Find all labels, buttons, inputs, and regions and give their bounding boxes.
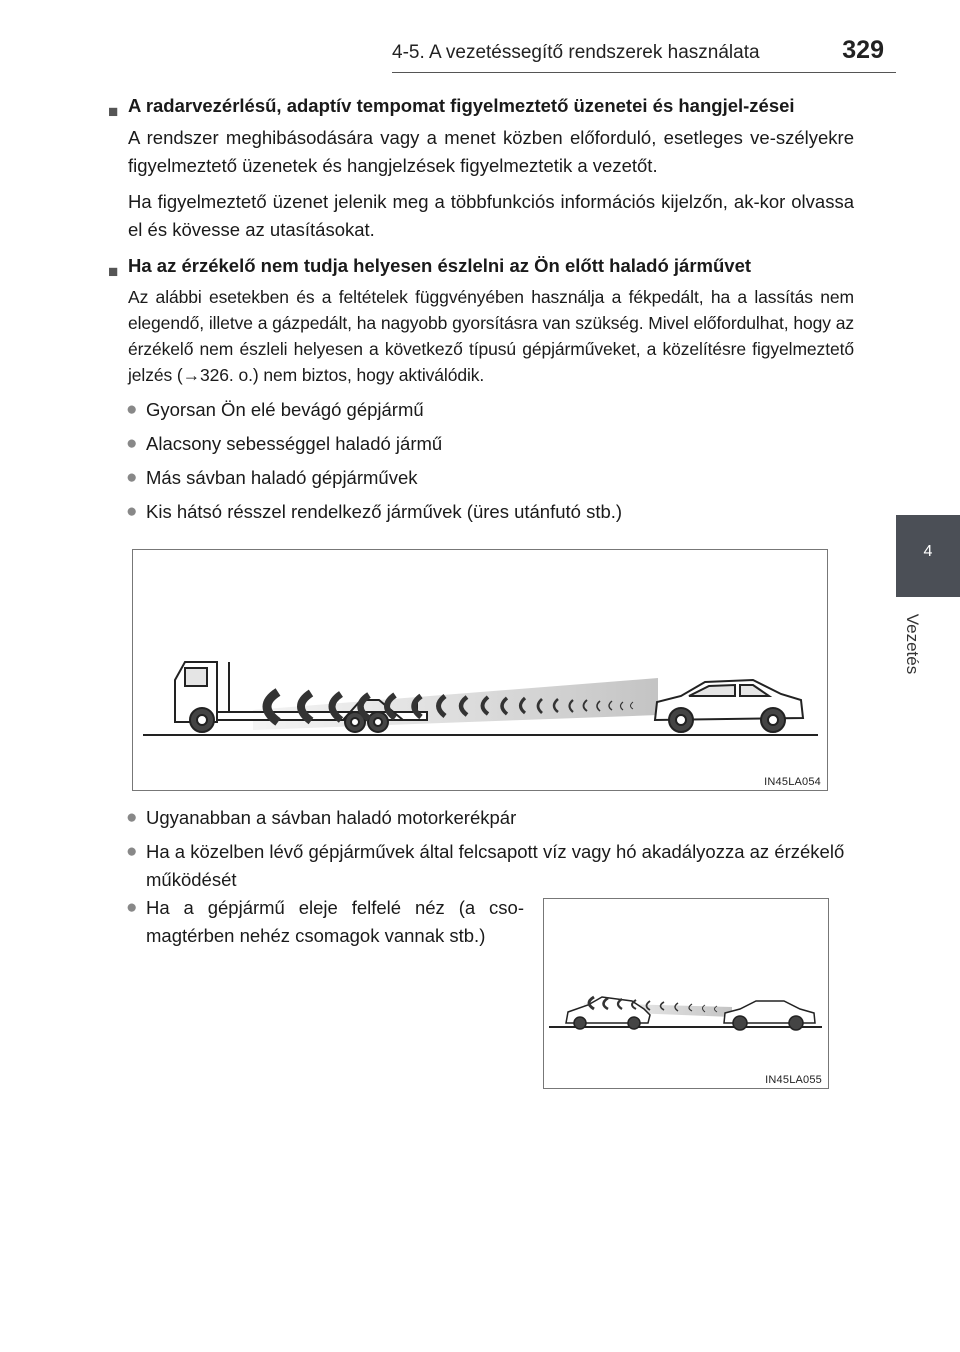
- list-item: ● Más sávban haladó gépjárművek: [106, 464, 854, 492]
- content-continued: [106, 804, 854, 900]
- chapter-label: Vezetés: [903, 613, 922, 675]
- chapter-number: 4: [923, 543, 933, 560]
- circle-bullet-icon: ●: [126, 501, 138, 522]
- figure-code: IN45LA054: [764, 776, 821, 788]
- square-bullet-icon: ■: [108, 102, 119, 121]
- square-bullet-icon: ■: [108, 262, 119, 281]
- truck-trailer-illustration: [133, 550, 827, 790]
- list-item: ● Ha a gépjármű eleje felfelé néz (a cso-magtérben nehéz csomagok vannak stb.): [106, 894, 524, 950]
- circle-bullet-icon: ●: [126, 467, 138, 488]
- section-heading-detection: ■ Ha az érzékelő nem tudja helyesen észlelni az Ön előtt haladó járművet: [106, 252, 854, 280]
- chapter-label-box: [897, 600, 927, 690]
- page-number: 329: [842, 36, 884, 64]
- circle-bullet-icon: ●: [126, 807, 138, 828]
- main-content: [106, 92, 854, 532]
- car-icon: [566, 997, 650, 1029]
- figure-nose-up-car: [543, 898, 829, 1089]
- page-header: [392, 36, 896, 70]
- list-item: ● Alacsony sebességgel haladó jármű: [106, 430, 854, 458]
- list-item: ● Gyorsan Ön elé bevágó gépjármű: [106, 396, 854, 424]
- list-item: ● Kis hátsó résszel rendelkező járművek (üres utánfutó stb.): [106, 498, 854, 526]
- circle-bullet-icon: ●: [126, 897, 138, 918]
- list-item: ● Ha a közelben lévő gépjárművek által felcsapott víz vagy hó akadályozza az érzékelő működését: [106, 838, 854, 894]
- chapter-tab: [896, 515, 960, 597]
- figure-code: IN45LA055: [765, 1074, 822, 1086]
- car-icon: [655, 680, 803, 732]
- list-item: ● Ugyanabban a sávban haladó motorkerékpár: [106, 804, 854, 832]
- section-title: 4-5. A vezetéssegítő rendszerek használata: [392, 42, 760, 63]
- figure-truck-trailer: [132, 549, 828, 791]
- car-icon: [724, 1001, 815, 1030]
- paragraph: Ha figyelmeztető üzenet jelenik meg a többfunkciós információs kijelzőn, ak-kor olvassa el és kövesse az utasításokat.: [128, 191, 854, 240]
- nose-up-car-illustration: [544, 899, 828, 1088]
- circle-bullet-icon: ●: [126, 399, 138, 420]
- content-side-by-figure: [106, 894, 524, 956]
- paragraph: A rendszer meghibásodására vagy a menet közben előforduló, esetleges ve-szélyekre figyelmeztető üzenetek és hangjelzések figyelmeztetik a vezetőt.: [128, 127, 854, 176]
- circle-bullet-icon: ●: [126, 841, 138, 862]
- paragraph: Az alábbi esetekben és a feltételek függvényében használja a fékpedált, ha a lassítás nem elegendő, illetve a gázpedált, ha nagyobb gyorsításra van szükség. Mivel előfordulhat, hogy az érzékelő nem észleli helyesen a következő típusú gépjárműveket, a közelítésre figyelmeztető jelzés (→326. o.) nem biztos, hogy aktiválódik.: [128, 287, 854, 385]
- circle-bullet-icon: ●: [126, 433, 138, 454]
- section-heading-warnings: ■ A radarvezérlésű, adaptív tempomat figyelmeztető üzenetei és hangjel-zései: [106, 92, 854, 120]
- header-rule: [392, 72, 896, 73]
